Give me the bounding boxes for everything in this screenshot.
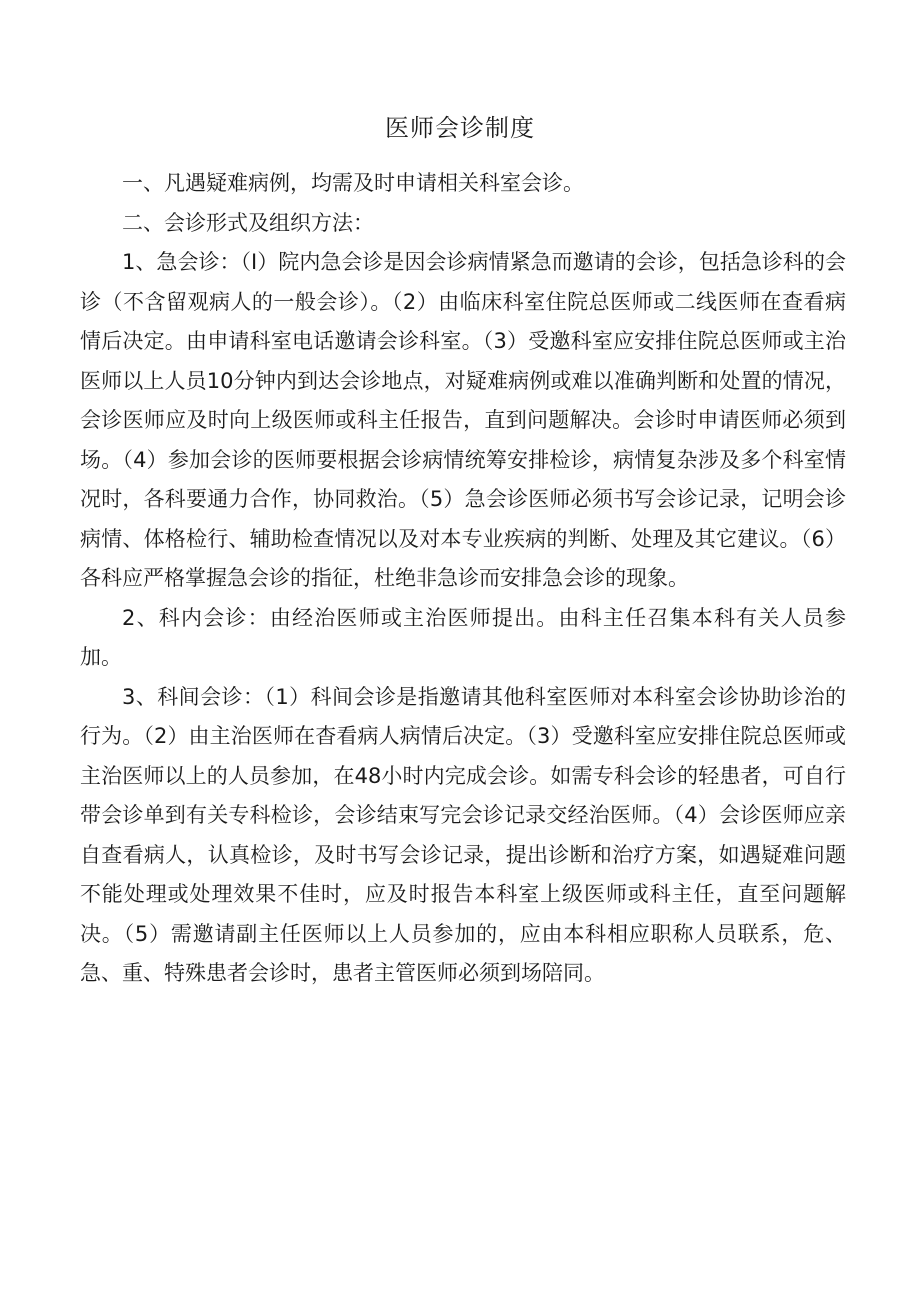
document-body (80, 164, 846, 994)
paragraph-general-rule: 一、凡遇疑难病例，均需及时申请相关科室会诊。 (122, 171, 584, 195)
paragraph-inter-department-consultation: 3、科间会诊：（1）科间会诊是指邀请其他科室医师对本科室会诊协助诊治的行为。（2）由主治医师在杳看病人病情后决定。（3）受邀科室应安排住院总医师或主治医师以上的人员参加，在48小时内完成会诊。如需专科会诊的轻患者，可自行带会诊单到有关专科检诊，会诊结束写完会诊记录交经治医师。（4）会诊医师应亲自查看病人，认真检诊，及时书写会诊记录，提出诊断和治疗方案，如遇疑难问题不能处理或处理效果不佳时，应及时报告本科室上级医师或科主任，直至问题解决。（5）需邀请副主任医师以上人员参加的，应由本科相应职称人员联系，危、急、重、特殊患者会诊时，患者主管医师必须到场陪同。 (80, 684, 846, 985)
document-title: 医师会诊制度 (385, 114, 535, 142)
paragraph-intra-department-consultation: 2、科内会诊：由经治医师或主治医师提出。由科主任召集本科有关人员参加。 (80, 605, 846, 669)
paragraph-consultation-forms: 二、会诊形式及组织方法： (122, 210, 374, 235)
paragraph-emergency-consultation: 1、急会诊：（I）院内急会诊是因会诊病情紧急而邀请的会诊，包括急诊科的会诊（不含留观病人的一般会诊）。（2）由临床科室住院总医师或二线医师在查看病情后决定。由申请科室电话邀请会诊科室。（3）受邀科室应安排住院总医师或主治医师以上人员10分钟内到达会诊地点，对疑难病例或难以准确判断和处置的情况，会诊医师应及时向上级医师或科主任报告，直到问题解决。会诊时申请医师必须到场。（4）参加会诊的医师要根据会诊病情统筹安排检诊，病情复杂涉及多个科室情况时，各科要通力合作，协同救治。（5）急会诊医师必须书写会诊记录，记明会诊病情、体格检行、辅助检查情况以及对本专业疾病的判断、处理及其它建议。（6）各科应严格掌握急会诊的指征，杜绝非急诊而安排急会诊的现象。 (80, 250, 846, 590)
